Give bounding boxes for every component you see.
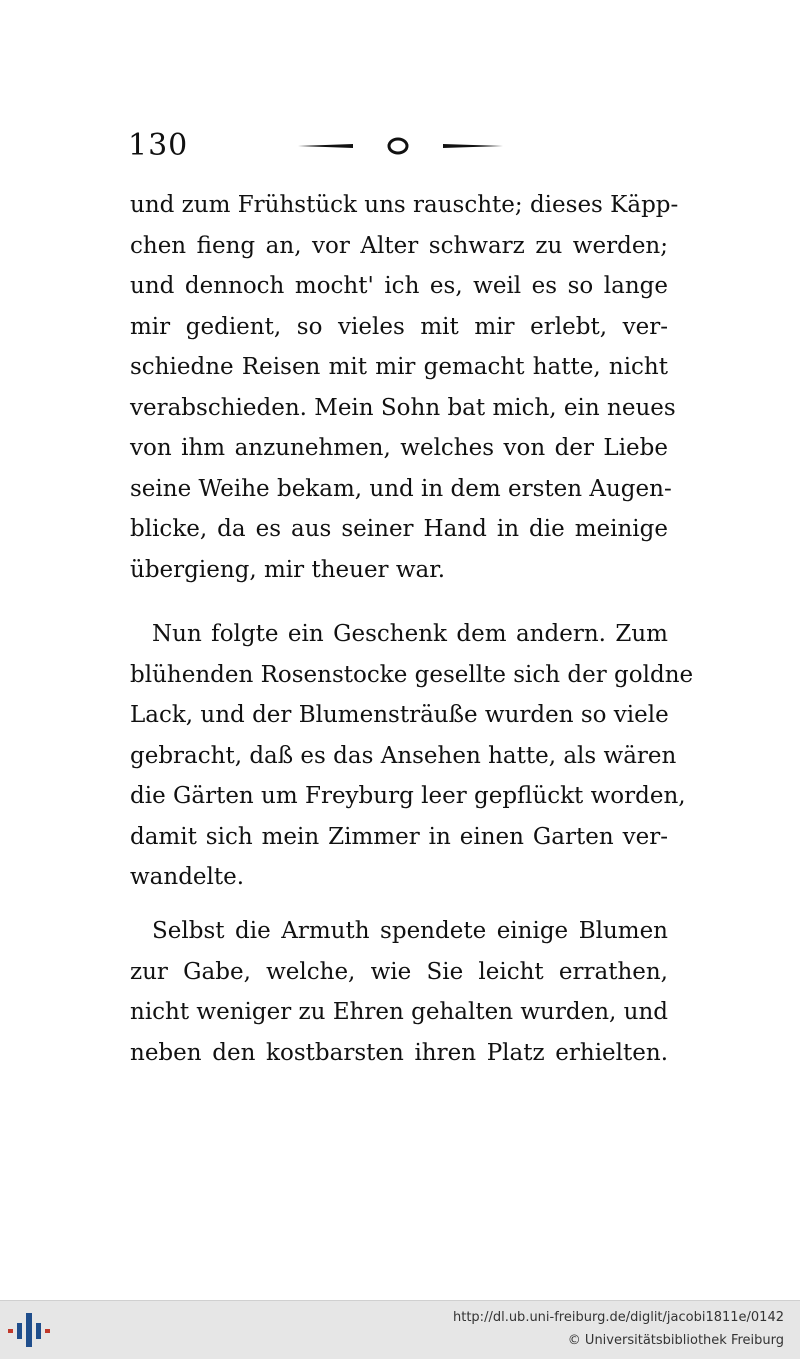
- text-line: seine Weihe bekam, und in dem ersten Augen-: [130, 475, 672, 502]
- text-line: Lack, und der Blumensträuße wurden so viele: [130, 702, 669, 728]
- text-line: chen fieng an, vor Alter schwarz zu werden;: [130, 232, 668, 259]
- text-line: verabschieden. Mein Sohn bat mich, ein neues: [130, 394, 676, 421]
- text-line: blicke, da es aus seiner Hand in die meinige: [130, 516, 668, 542]
- text-line: die Gärten um Freyburg leer gepflückt worden,: [130, 783, 686, 809]
- text-line: zur Gabe, welche, wie Sie leicht errathen,: [130, 958, 668, 985]
- page-number: 130: [128, 128, 189, 163]
- text-line: und dennoch mocht' ich es, weil es so lange: [130, 273, 668, 299]
- text-line: Nun folgte ein Geschenk dem andern. Zum: [152, 621, 668, 647]
- text-line: neben den kostbarsten ihren Platz erhielten.: [130, 1039, 668, 1066]
- page-header: [128, 124, 668, 168]
- paragraph-2: [130, 614, 694, 898]
- text-line: mir gedient, so vieles mit mir erlebt, ver-: [130, 313, 668, 340]
- text-line: von ihm anzunehmen, welches von der Liebe: [130, 435, 668, 461]
- text-line: Selbst die Armuth spendete einige Blumen: [152, 918, 668, 944]
- permalink-url[interactable]: http://dl.ub.uni-freiburg.de/diglit/jacobi1811e/0142: [453, 1310, 784, 1325]
- text-line: blühenden Rosenstocke gesellte sich der goldne: [130, 661, 694, 688]
- paragraph-1: [130, 185, 679, 590]
- text-line: nicht weniger zu Ehren gehalten wurden, und: [130, 999, 668, 1025]
- copyright-notice: © Universitätsbibliothek Freiburg: [567, 1333, 784, 1348]
- university-library-logo-icon[interactable]: [6, 1309, 52, 1351]
- header-ornament-icon: [298, 124, 518, 168]
- paragraph-3: [130, 911, 668, 1073]
- text-line: gebracht, daß es das Ansehen hatte, als wären: [130, 742, 677, 769]
- viewer-footer: [0, 1300, 800, 1359]
- text-line: schiedne Reisen mit mir gemacht hatte, nicht: [130, 354, 668, 380]
- text-line: wandelte.: [130, 864, 245, 890]
- text-line: übergieng, mir theuer war.: [130, 556, 446, 583]
- text-line: und zum Frühstück uns rauschte; dieses Käpp-: [130, 192, 679, 218]
- text-line: damit sich mein Zimmer in einen Garten ver-: [130, 823, 668, 850]
